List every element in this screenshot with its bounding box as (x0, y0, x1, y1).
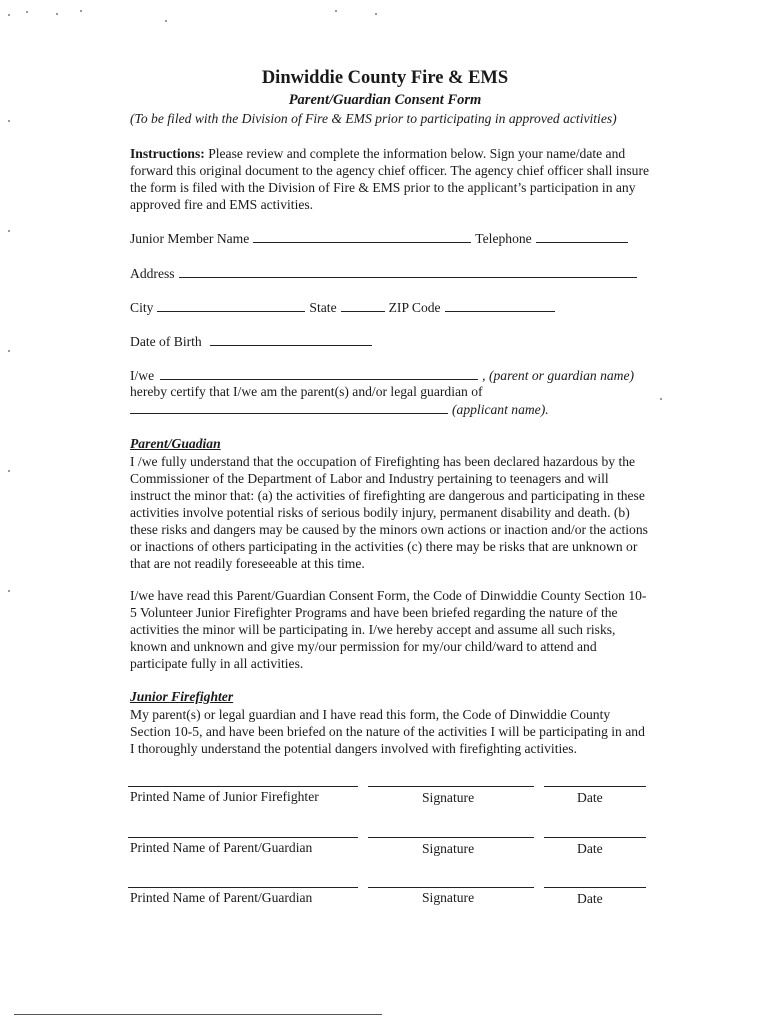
scan-speck (8, 470, 10, 472)
junior-section-paragraph: My parent(s) or legal guardian and I have read this form, the Code of Dinwiddie County Section 10-5, and have been briefed on the nature of the activities I will be participating in and I thoroughly understand the potential dangers involved with firefighting activities. (130, 707, 645, 756)
applicant-name-field[interactable] (130, 401, 448, 414)
filing-note: (To be filed with the Division of Fire & EMS prior to participating in approved activities) (130, 111, 617, 126)
city-field[interactable] (157, 299, 305, 312)
address-field[interactable] (179, 265, 637, 278)
scan-edge-line (14, 1014, 382, 1015)
scan-speck (8, 230, 10, 232)
telephone-field[interactable] (536, 230, 628, 243)
row-dob (130, 333, 376, 350)
row-name-phone (130, 230, 632, 247)
address-label: Address (130, 266, 175, 281)
certify-line: hereby certify that I/we am the parent(s) and/or legal guardian of (130, 384, 483, 399)
scan-speck (8, 590, 10, 592)
row-address (130, 265, 641, 282)
printed-name-line[interactable] (128, 887, 358, 888)
scan-speck (8, 350, 10, 352)
city-label: City (130, 300, 154, 315)
applicant-name-hint: (applicant name). (452, 402, 549, 417)
signature-line[interactable] (368, 786, 534, 787)
instructions-label: Instructions: (130, 146, 205, 161)
instructions-text: Please review and complete the information below. Sign your name/date and forward this original document to the agency chief officer. The agency chief officer shall insure the form is filed with the Division of Fire & EMS prior to the applicant’s participation in any approved fire and EMS activities. (130, 146, 650, 212)
date-label: Date (577, 790, 603, 805)
signature-line[interactable] (368, 887, 534, 888)
junior-section-heading: Junior Firefighter (130, 689, 234, 704)
iwe-label: I/we (130, 368, 155, 383)
scan-speck (80, 10, 82, 12)
printed-name-line[interactable] (128, 786, 358, 787)
scan-speck (660, 398, 662, 400)
signature-line[interactable] (368, 837, 534, 838)
scan-speck (335, 10, 337, 12)
date-line[interactable] (544, 887, 646, 888)
state-field[interactable] (341, 299, 385, 312)
printed-name-line[interactable] (128, 837, 358, 838)
date-line[interactable] (544, 786, 646, 787)
parent-section-paragraph-2: I/we have read this Parent/Guardian Consent Form, the Code of Dinwiddie County Section 10-5 Volunteer Junior Firefighter Programs and have been briefed regarding the nature of the activities the minor will be participating in. I/we hereby accept and assume all such risks, known and unknown and give my/our permission for my/our child/ward to attend and participate fully in all activities. (130, 588, 647, 671)
signature-label: Signature (422, 790, 475, 805)
parent-section-heading: Parent/Guadian (130, 436, 221, 451)
junior-member-name-label: Junior Member Name (130, 231, 250, 246)
row-city-state-zip (130, 299, 559, 316)
printed-name-label: Printed Name of Parent/Guardian (130, 890, 313, 905)
date-label: Date (577, 841, 603, 856)
parent-name-field[interactable] (160, 367, 478, 380)
printed-name-label: Printed Name of Junior Firefighter (130, 789, 319, 804)
signature-label: Signature (422, 890, 475, 905)
scan-speck (375, 13, 377, 15)
form-subtitle: Parent/Guardian Consent Form (288, 92, 482, 108)
scan-speck (165, 20, 167, 22)
zip-field[interactable] (445, 299, 555, 312)
scan-speck (8, 120, 10, 122)
row-iwe (130, 367, 634, 384)
date-line[interactable] (544, 837, 646, 838)
form-title: Dinwiddie County Fire & EMS (261, 68, 509, 88)
telephone-label: Telephone (475, 231, 532, 246)
junior-member-name-field[interactable] (253, 230, 471, 243)
scan-speck (26, 11, 28, 13)
parent-section-paragraph-1: I /we fully understand that the occupation of Firefighting has been declared hazardous by the Commissioner of the Department of Labor and Industry pertaining to teenagers and will instruct the minor that: (a) the activities of firefighting are dangerous and participating in these activities involve potential risks of serious bodily injury, permanent disability and death. (b) these risks and dangers may be caused by the minors own actions or inaction and/or the actions or inactions of others participating in the activities (c) there may be risks that are unknown or that are not readily foreseeable at this time. (130, 454, 648, 571)
printed-name-label: Printed Name of Parent/Guardian (130, 840, 313, 855)
instructions-paragraph (130, 145, 650, 213)
zip-label: ZIP Code (388, 300, 441, 315)
row-applicant (130, 401, 549, 418)
state-label: State (309, 300, 337, 315)
parent-name-hint: , (parent or guardian name) (482, 368, 635, 383)
scan-speck (8, 14, 10, 16)
dob-field[interactable] (210, 333, 372, 346)
date-label: Date (577, 891, 603, 906)
scan-speck (56, 13, 58, 15)
dob-label: Date of Birth (130, 334, 202, 349)
signature-label: Signature (422, 841, 475, 856)
